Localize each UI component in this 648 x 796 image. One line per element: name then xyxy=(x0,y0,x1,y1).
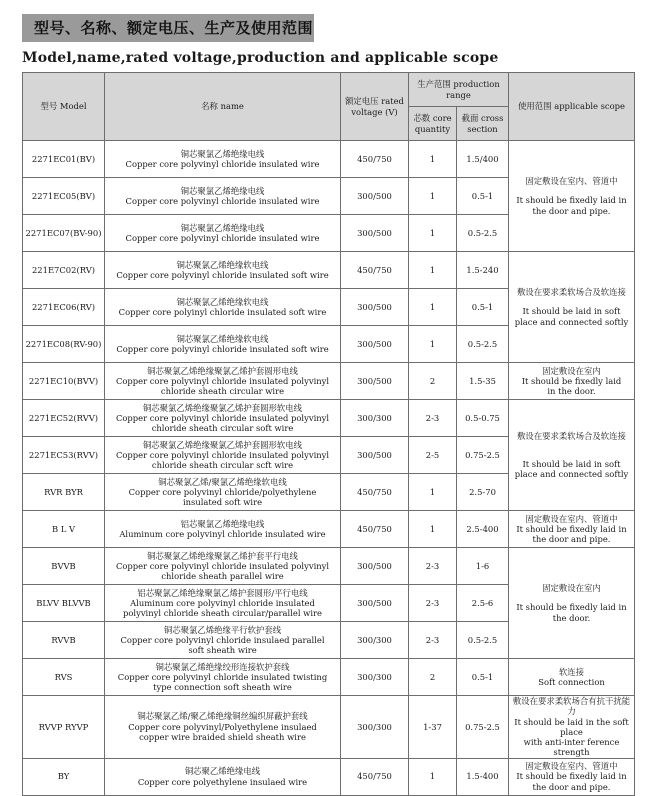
model-cell: 2271EC52(RVV) xyxy=(23,400,105,437)
header-scope: 使用范围 applicable scope xyxy=(509,73,635,141)
name-cell: 铜芯聚乙烯绝缘电线 Copper core polyethylene insulaed wire xyxy=(105,758,341,795)
name-cell: 铜芯聚氯乙烯绝缘软电线 Copper core polyvinyl chloride insulated soft wire xyxy=(105,326,341,363)
cores-cell: 2 xyxy=(409,659,457,696)
name-cell: 铜芯聚氯乙烯/聚乙烯绝缘铜丝编织屏蔽护套线 Copper core polyvinyl/Polyethylene insulaed copper wire braided shield sheath wire xyxy=(105,696,341,759)
cores-cell: 1-37 xyxy=(409,696,457,759)
cores-cell: 1 xyxy=(409,215,457,252)
model-cell: BVVB xyxy=(23,548,105,585)
section-cell: 2.5-6 xyxy=(457,585,509,622)
name-cell: 铜芯聚氯乙烯绝缘软电线 Copper core polyvinyl chloride insulated soft wire xyxy=(105,252,341,289)
name-cell: 铜芯聚氯乙烯绝缘软电线 Copper core polyinyl chloride insulated soft wire xyxy=(105,289,341,326)
name-cell: 铜芯聚氯乙烯绝缘电线 Copper core polyvinyl chloride insulated wire xyxy=(105,141,341,178)
model-cell: 2271EC05(BV) xyxy=(23,178,105,215)
voltage-cell: 300/300 xyxy=(341,400,409,437)
table-row xyxy=(23,758,635,795)
section-cell: 1.5-240 xyxy=(457,252,509,289)
voltage-cell: 300/500 xyxy=(341,326,409,363)
name-cell: 铜芯聚氯乙烯绝缘聚氯乙烯护套圆形软电线 Copper core polyvinyl chloride insulated polyvinyl chloride sheath circular scft wire xyxy=(105,437,341,474)
cores-cell: 1 xyxy=(409,326,457,363)
model-cell: 2271EC10(BVV) xyxy=(23,363,105,400)
scope-cell: 软连接 Soft connection xyxy=(509,659,635,696)
cores-cell: 2-3 xyxy=(409,400,457,437)
table-row xyxy=(23,548,635,585)
cores-cell: 1 xyxy=(409,289,457,326)
section-cell: 1.5-35 xyxy=(457,363,509,400)
name-cell: 铜芯聚氯乙烯绝缘绞形连接软护套线 Copper core polyvinyl chloride insulated twisting type connection soft sheath wire xyxy=(105,659,341,696)
voltage-cell: 450/750 xyxy=(341,511,409,548)
model-cell: BY xyxy=(23,758,105,795)
section-cell: 0.5-0.75 xyxy=(457,400,509,437)
section-cell: 0.5-1 xyxy=(457,659,509,696)
header-name: 名称 name xyxy=(105,73,341,141)
name-cell: 铜芯聚氯乙烯绝缘电线 Copper core polyvinyl chloride insulated wire xyxy=(105,178,341,215)
cores-cell: 1 xyxy=(409,511,457,548)
table-row xyxy=(23,400,635,437)
header-section: 截面 cross section xyxy=(457,107,509,141)
model-cell: 2271EC07(BV-90) xyxy=(23,215,105,252)
voltage-cell: 450/750 xyxy=(341,252,409,289)
table-row xyxy=(23,511,635,548)
model-cell: 2271EC53(RVV) xyxy=(23,437,105,474)
section-cell: 0.5-1 xyxy=(457,178,509,215)
voltage-cell: 300/300 xyxy=(341,622,409,659)
scope-cell: 固定敷设在室内 It should be fixedly laid in the door. xyxy=(509,548,635,659)
section-cell: 0.5-2.5 xyxy=(457,215,509,252)
cores-cell: 1 xyxy=(409,252,457,289)
name-cell: 铝芯聚氯乙烯绝缘电线 Aluminum core polyvinyl chloride insulated wire xyxy=(105,511,341,548)
scope-cell: 固定敷设在室内 It should be fixedly laid in the door. xyxy=(509,363,635,400)
scope-cell: 固定敷设在室内、管道中 It should be fixedly laid in the door and pipe. xyxy=(509,141,635,252)
name-cell: 铜芯聚氯乙烯绝缘聚氯乙烯护套圆形电线 Copper core polyvinyl chloride insulated polyvinyl chloride sheath circular wire xyxy=(105,363,341,400)
table-row xyxy=(23,696,635,759)
table-row xyxy=(23,659,635,696)
section-cell: 2.5-400 xyxy=(457,511,509,548)
voltage-cell: 300/500 xyxy=(341,178,409,215)
model-cell: RVVB xyxy=(23,622,105,659)
voltage-cell: 450/750 xyxy=(341,141,409,178)
name-cell: 铜芯聚氯乙烯绝缘聚氯乙烯护套圆形软电线 Copper core polyvinyl chloride insulated polyvinyl chloride sheath circular soft wire xyxy=(105,400,341,437)
voltage-cell: 300/500 xyxy=(341,437,409,474)
model-cell: B L V xyxy=(23,511,105,548)
section-cell: 0.75-2.5 xyxy=(457,696,509,759)
model-cell: 2271EC06(RV) xyxy=(23,289,105,326)
cores-cell: 2-5 xyxy=(409,437,457,474)
cores-cell: 1 xyxy=(409,474,457,511)
section-cell: 1.5-400 xyxy=(457,758,509,795)
voltage-cell: 450/750 xyxy=(341,474,409,511)
model-cell: 221E7C02(RV) xyxy=(23,252,105,289)
section-cell: 2.5-70 xyxy=(457,474,509,511)
name-cell: 铝芯聚氯乙烯绝缘聚氯乙烯护套圆形/平行电线 Aluminum core polyvinyl chloride insulated polyvinyl chloride sheath circular/parallel wire xyxy=(105,585,341,622)
section-cell: 0.5-2.5 xyxy=(457,622,509,659)
section-cell: 1-6 xyxy=(457,548,509,585)
header-production: 生产范围 production range xyxy=(409,73,509,107)
header-model: 型号 Model xyxy=(23,73,105,141)
cores-cell: 2 xyxy=(409,363,457,400)
header-cores: 芯数 core quantity xyxy=(409,107,457,141)
voltage-cell: 300/500 xyxy=(341,548,409,585)
model-cell: BLVV BLVVB xyxy=(23,585,105,622)
voltage-cell: 300/300 xyxy=(341,659,409,696)
name-cell: 铜芯聚氯乙烯绝缘聚氯乙烯护套平行电线 Copper core polyvinyl chloride insulated polyvinyl chloride sheath parallel wire xyxy=(105,548,341,585)
header-row xyxy=(23,73,635,107)
section-title: 型号、名称、额定电压、生产及使用范围 xyxy=(34,19,314,37)
model-cell: 2271EC08(RV-90) xyxy=(23,326,105,363)
table-row xyxy=(23,363,635,400)
section-banner xyxy=(22,14,314,42)
cores-cell: 1 xyxy=(409,141,457,178)
model-cell: RVS xyxy=(23,659,105,696)
section-cell: 0.5-2.5 xyxy=(457,326,509,363)
cores-cell: 1 xyxy=(409,178,457,215)
section-cell: 0.5-1 xyxy=(457,289,509,326)
model-cell: RVR BYR xyxy=(23,474,105,511)
voltage-cell: 300/500 xyxy=(341,585,409,622)
voltage-cell: 300/500 xyxy=(341,215,409,252)
name-cell: 铜芯聚氯乙烯绝缘电线 Copper core polyvinyl chloride insulated wire xyxy=(105,215,341,252)
voltage-cell: 450/750 xyxy=(341,758,409,795)
table-row xyxy=(23,252,635,289)
cores-cell: 2-3 xyxy=(409,548,457,585)
model-cell: RVVP RYVP xyxy=(23,696,105,759)
scope-cell: 固定敷设在室内、管道中 It should be fixedly laid in the door and pipe. xyxy=(509,511,635,548)
cores-cell: 2-3 xyxy=(409,622,457,659)
scope-cell: 固定敷设在室内、管道中 It should be fixedly laid in the door and pipe. xyxy=(509,758,635,795)
scope-cell: 敷设在要求柔软场合及软连接 It should be laid in soft place and connected softly xyxy=(509,400,635,511)
table-row xyxy=(23,141,635,178)
name-cell: 铜芯聚氯乙烯/聚氯乙烯绝缘软电线 Copper core polyvinyl chloride/polyethylene insulated soft wire xyxy=(105,474,341,511)
scope-cell: 敷设在要求柔软场合有抗干扰能力 It should be laid in the soft place with anti-inter ference strength xyxy=(509,696,635,759)
cores-cell: 2-3 xyxy=(409,585,457,622)
name-cell: 铜芯聚氯乙烯绝缘平行软护套线 Copper core polyvinyl chloride insulaed parallel soft sheath wire xyxy=(105,622,341,659)
section-subtitle: Model,name,rated voltage,production and applicable scope xyxy=(22,50,499,66)
model-cell: 2271EC01(BV) xyxy=(23,141,105,178)
voltage-cell: 300/500 xyxy=(341,289,409,326)
voltage-cell: 300/300 xyxy=(341,696,409,759)
voltage-cell: 300/500 xyxy=(341,363,409,400)
spec-table xyxy=(22,72,635,796)
cores-cell: 1 xyxy=(409,758,457,795)
header-voltage: 额定电压 rated voltage (V) xyxy=(341,73,409,141)
section-cell: 1.5/400 xyxy=(457,141,509,178)
scope-cell: 敷设在要求柔软场合及软连接 It should be laid in soft place and connected softly xyxy=(509,252,635,363)
section-cell: 0.75-2.5 xyxy=(457,437,509,474)
